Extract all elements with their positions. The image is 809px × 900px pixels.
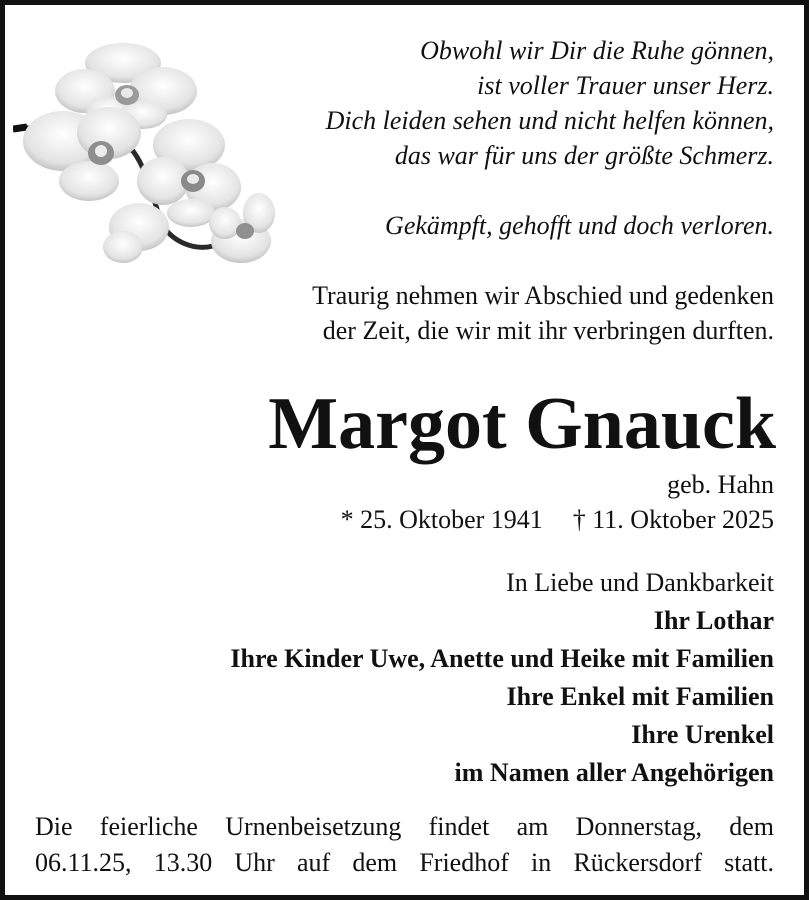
poem-line: Obwohl wir Dir die Ruhe gönnen, xyxy=(420,36,774,65)
mourner-line: im Namen aller Angehörigen xyxy=(454,758,774,787)
farewell-line: der Zeit, die wir mit ihr verbringen durften. xyxy=(322,316,774,345)
poem-closing: Gekämpft, gehofft und doch verloren. xyxy=(385,211,774,240)
poem-gap xyxy=(214,173,774,208)
ceremony-line: 06.11.25, 13.30 Uhr auf dem Friedhof in Rückersdorf statt. xyxy=(35,848,774,877)
mourner-line: Ihr Lothar xyxy=(653,606,774,635)
birth-name: geb. Hahn xyxy=(667,470,774,499)
deceased-name: Margot Gnauck xyxy=(268,383,776,465)
birth-date: * 25. Oktober 1941 xyxy=(340,505,543,534)
ceremony-notice xyxy=(35,809,774,881)
mourners-intro: In Liebe und Dankbarkeit xyxy=(506,568,774,597)
poem-line: das war für uns der größte Schmerz. xyxy=(394,141,774,170)
farewell-intro xyxy=(174,278,774,348)
poem-line: ist voller Trauer unser Herz. xyxy=(477,71,774,100)
mourner-line: Ihre Urenkel xyxy=(631,720,774,749)
mourners-list xyxy=(54,564,774,792)
mourner-line: Ihre Kinder Uwe, Anette und Heike mit Familien xyxy=(230,644,774,673)
life-dates xyxy=(174,502,774,537)
death-date: † 11. Oktober 2025 xyxy=(572,505,774,534)
farewell-line: Traurig nehmen wir Abschied und gedenken xyxy=(312,281,774,310)
mourner-line: Ihre Enkel mit Familien xyxy=(506,682,774,711)
poem xyxy=(214,33,774,243)
poem-line: Dich leiden sehen und nicht helfen können, xyxy=(325,106,774,135)
ceremony-line: Die feierliche Urnenbeisetzung findet am Donnerstag, dem xyxy=(35,812,774,841)
